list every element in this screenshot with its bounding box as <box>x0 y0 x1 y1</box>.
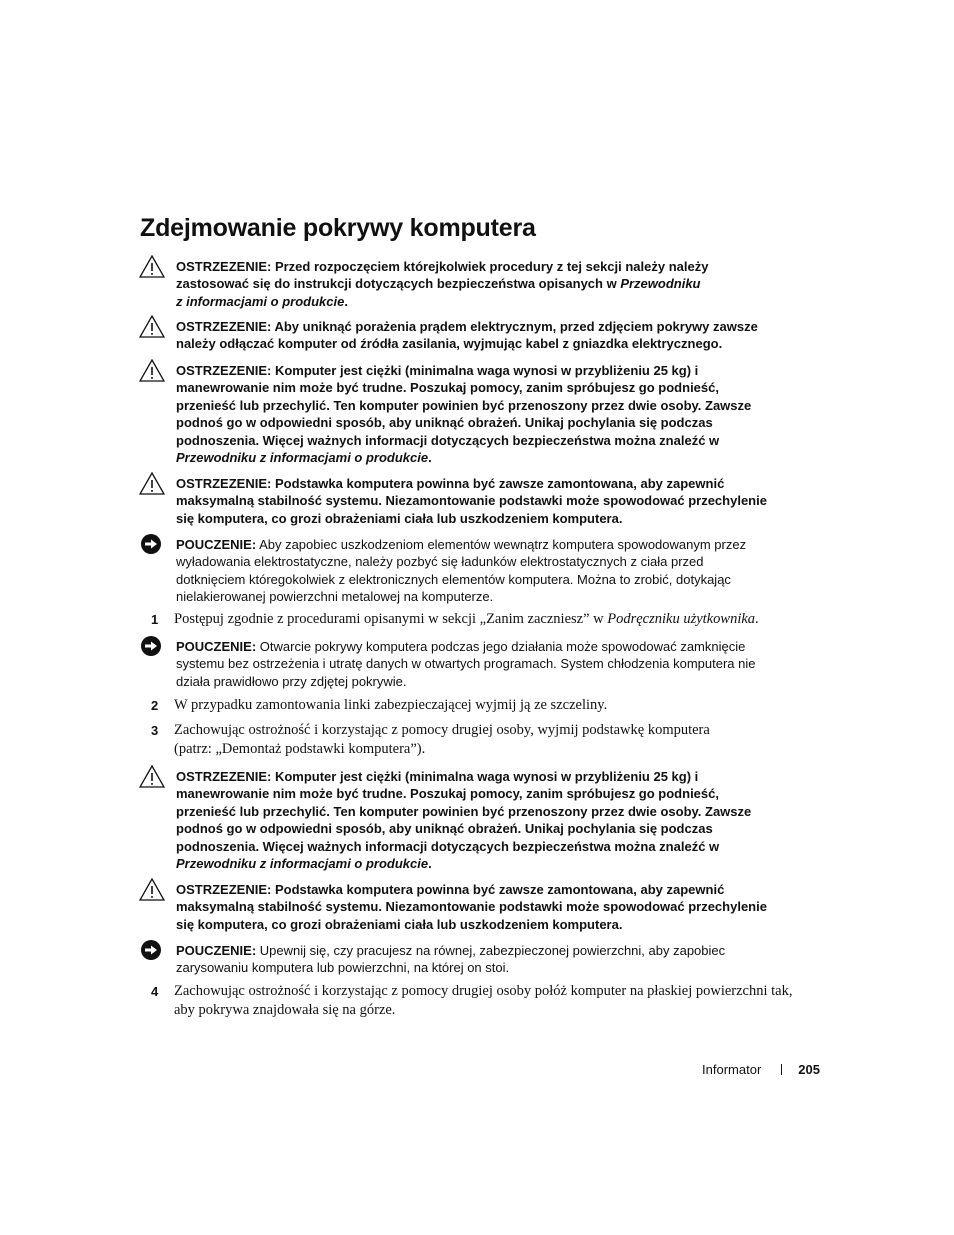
notice-text: systemu bez ostrzeżenia i utratę danych w otwartych programach. System chłodzenia komputera nie <box>176 656 756 672</box>
warning-triangle-icon <box>139 315 165 339</box>
notice-label: POUCZENIE: <box>176 943 257 958</box>
step-text: . <box>755 611 759 627</box>
warning-triangle-icon <box>139 878 165 902</box>
step-item <box>151 721 824 759</box>
notice-text: . <box>428 450 432 466</box>
step-text: Zachowując ostrożność i korzystając z pomocy drugiej osoby, wyjmij podstawkę komputera <box>174 722 710 738</box>
notice-text: wyładowania elektrostatyczne, należy pozbyć się ładunków elektrostatycznych z ciała przed <box>176 554 704 570</box>
notice-text: podnoś go w odpowiedni sposób, aby uniknąć obrażeń. Unikaj pochylania się podczas <box>176 821 713 837</box>
notice-text: Komputer jest ciężki (minimalna waga wynosi w przybliżeniu 25 kg) i <box>271 769 699 784</box>
notice-text: maksymalną stabilność systemu. Niezamontowanie podstawki może spowodować przechylenie <box>176 493 767 509</box>
notice-text: dotknięciem któregokolwiek z elektronicznych elementów komputera. Można to zrobić, dotykając <box>176 571 731 587</box>
step-text: Zachowując ostrożność i korzystając z pomocy drugiej osoby połóż komputer na płaskiej powierzchni tak, <box>174 983 793 999</box>
notice-text: zastosować się do instrukcji dotyczących bezpieczeństwa opisanych w <box>176 276 621 292</box>
warning-notice <box>176 881 816 933</box>
notice-text: Upewnij się, czy pracujesz na równej, zabezpieczonej powierzchni, aby zapobiec <box>256 943 726 958</box>
notice-label: OSTRZEZENIE: <box>176 319 272 334</box>
notice-arrow-icon <box>139 533 165 557</box>
notice-label: OSTRZEZENIE: <box>176 769 272 784</box>
step-item <box>151 982 824 1020</box>
warning-triangle-icon <box>139 255 165 279</box>
notice-label: POUCZENIE: <box>176 537 257 552</box>
notice-text: zarysowaniu komputera lub powierzchni, na której on stoi. <box>176 960 510 976</box>
notice-italic: Przewodniku z informacjami o produkcie <box>176 856 429 872</box>
notice-text: maksymalną stabilność systemu. Niezamontowanie podstawki może spowodować przechylenie <box>176 899 767 915</box>
notice-text: przenieść lub przechylić. Ten komputer powinien być przenoszony przez dwie osoby. Zawsze <box>176 803 752 819</box>
footer-section-name: Informator <box>702 1062 762 1077</box>
warning-triangle-icon <box>139 765 165 789</box>
notice-arrow-icon <box>139 635 165 659</box>
warning-triangle-icon <box>139 472 165 496</box>
notice-text: nielakierowanej powierzchni metalowej na komputerze. <box>176 589 494 605</box>
step-number: 4 <box>151 984 159 999</box>
caution-notice <box>176 942 816 977</box>
notice-italic: z informacjami o produkcie <box>176 293 345 309</box>
warning-notice <box>176 258 816 310</box>
warning-notice <box>176 362 816 466</box>
step-number: 1 <box>151 612 159 627</box>
step-italic: Podręczniku użytkownika <box>607 611 756 627</box>
notice-label: POUCZENIE: <box>176 639 257 654</box>
notice-text: się komputera, co grozi obrażeniami ciała lub uszkodzeniem komputera. <box>176 510 623 526</box>
notice-text: manewrowanie nim może być trudne. Poszukaj pomocy, zanim spróbujesz go podnieść, <box>176 380 719 396</box>
notice-text: manewrowanie nim może być trudne. Poszukaj pomocy, zanim spróbujesz go podnieść, <box>176 786 719 802</box>
step-number: 2 <box>151 698 159 713</box>
notice-text: Aby zapobiec uszkodzeniom elementów wewnątrz komputera spowodowanym przez <box>256 537 747 552</box>
warning-notice <box>176 475 816 527</box>
notice-label: OSTRZEZENIE: <box>176 882 272 897</box>
notice-italic: Przewodniku z informacjami o produkcie <box>176 450 429 466</box>
step-text: W przypadku zamontowania linki zabezpieczającej wyjmij ją ze szczeliny. <box>174 697 608 713</box>
warning-notice <box>176 768 816 872</box>
notice-text: podnoszenia. Więcej ważnych informacji dotyczących bezpieczeństwa można znaleźć w <box>176 838 720 854</box>
notice-label: OSTRZEZENIE: <box>176 476 272 491</box>
step-item <box>151 610 824 629</box>
page-title: Zdejmowanie pokrywy komputera <box>140 214 536 242</box>
notice-text: przenieść lub przechylić. Ten komputer powinien być przenoszony przez dwie osoby. Zawsze <box>176 397 752 413</box>
notice-arrow-icon <box>139 939 165 963</box>
notice-text: . <box>344 293 348 309</box>
notice-text: Komputer jest ciężki (minimalna waga wynosi w przybliżeniu 25 kg) i <box>271 363 699 378</box>
footer-divider <box>781 1064 782 1075</box>
notice-text: należy odłączać komputer od źródła zasilania, wyjmując kabel z gniazdka elektrycznego. <box>176 336 723 352</box>
step-item <box>151 696 824 715</box>
page-number: 205 <box>798 1062 820 1077</box>
caution-notice <box>176 638 816 690</box>
notice-text: się komputera, co grozi obrażeniami ciała lub uszkodzeniem komputera. <box>176 916 623 932</box>
step-number: 3 <box>151 723 159 738</box>
step-text: Postępuj zgodnie z procedurami opisanymi w sekcji „Zanim zaczniesz” w <box>174 611 608 627</box>
caution-notice <box>176 536 816 606</box>
notice-text: Podstawka komputera powinna być zawsze zamontowana, aby zapewnić <box>271 882 725 897</box>
notice-text: Aby uniknąć porażenia prądem elektrycznym, przed zdjęciem pokrywy zawsze <box>271 319 758 334</box>
step-text: (patrz: „Demontaż podstawki komputera”). <box>174 741 426 757</box>
notice-text: Podstawka komputera powinna być zawsze zamontowana, aby zapewnić <box>271 476 725 491</box>
page-footer <box>702 1062 820 1077</box>
notice-text: podnoś go w odpowiedni sposób, aby uniknąć obrażeń. Unikaj pochylania się podczas <box>176 415 713 431</box>
warning-triangle-icon <box>139 359 165 383</box>
notice-text: . <box>428 856 432 872</box>
notice-text: Otwarcie pokrywy komputera podczas jego działania może spowodować zamknięcie <box>256 639 746 654</box>
notice-label: OSTRZEZENIE: <box>176 259 272 274</box>
notice-label: OSTRZEZENIE: <box>176 363 272 378</box>
notice-text: działa prawidłowo przy zdjętej pokrywie. <box>176 673 407 689</box>
step-text: aby pokrywa znajdowała się na górze. <box>174 1002 396 1018</box>
notice-text: podnoszenia. Więcej ważnych informacji dotyczących bezpieczeństwa można znaleźć w <box>176 432 720 448</box>
notice-text: Przed rozpoczęciem którejkolwiek procedury z tej sekcji należy należy <box>271 259 709 274</box>
warning-notice <box>176 318 816 353</box>
notice-italic: Przewodniku <box>620 276 701 292</box>
